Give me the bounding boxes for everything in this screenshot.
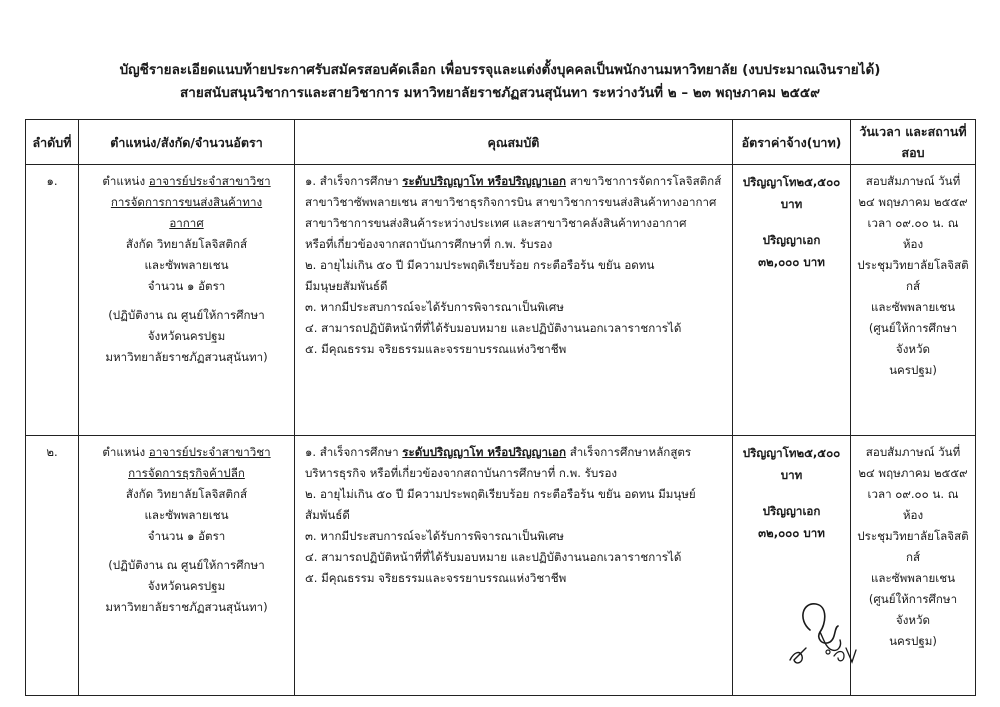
header-no: ลำดับที่: [26, 120, 79, 165]
rate-doctor: ๓๒,๐๐๐ บาท: [758, 255, 825, 269]
position-title: ตำแหน่ง อาจารย์ประจำสาขาวิชา: [102, 174, 271, 188]
qualification-item: ๓. หากมีประสบการณ์จะได้รับการพิจารณาเป็นพิเศษ: [305, 300, 564, 314]
table-header-row: [26, 120, 976, 165]
position-department-cont: และซัพพลายเชน: [144, 508, 229, 522]
qualification-cell: [295, 165, 733, 436]
exam-line: เวลา ๐๙.๐๐ น. ณ ห้อง: [867, 216, 959, 251]
qualification-item: ๑. สำเร็จการศึกษา ระดับปริญญาโท หรือปริญญาเอก สำเร็จการศึกษาหลักสูตร: [305, 445, 692, 459]
qualification-item: ๒. อายุไม่เกิน ๕๐ ปี มีความประพฤติเรียบร้อย กระตือรือร้น ขยัน อดทน: [305, 258, 655, 272]
exam-line: นครปฐม): [889, 634, 937, 648]
qualification-item: ๕. มีคุณธรรม จริยธรรมและจรรยาบรรณแห่งวิชาชีพ: [305, 571, 567, 585]
exam-line: นครปฐม): [889, 363, 937, 377]
handwritten-signature-icon: [780, 590, 870, 675]
exam-cell: [851, 165, 976, 436]
rate-doctor: ๓๒,๐๐๐ บาท: [758, 526, 825, 540]
exam-line: เวลา ๐๙.๐๐ น. ณ ห้อง: [867, 487, 959, 522]
qualification-item-cont: สาขาวิชาการขนส่งสินค้าระหว่างประเทศ และสาขาวิชาคลังสินค้าทางอากาศ: [305, 216, 687, 230]
position-cell: [79, 436, 295, 696]
rate-cell: [733, 165, 851, 436]
position-note-cont: มหาวิทยาลัยราชภัฏสวนสุนันทา): [105, 600, 268, 614]
rate-master: ปริญญาโท๒๕,๕๐๐: [742, 175, 841, 189]
row-number: ๑.: [26, 165, 79, 436]
rate-master-unit: บาท: [780, 468, 803, 482]
qualification-item: ๕. มีคุณธรรม จริยธรรมและจรรยาบรรณแห่งวิชาชีพ: [305, 342, 567, 356]
rate-doctor-label: ปริญญาเอก: [762, 233, 821, 247]
exam-line: สอบสัมภาษณ์ วันที่: [865, 174, 961, 188]
qualification-item-cont: มีมนุษยสัมพันธ์ดี: [305, 279, 388, 293]
qualification-item-cont: สาขาวิชาซัพพลายเชน สาขาวิชาธุรกิจการบิน สาขาวิชาการขนส่งสินค้าทางอากาศ: [305, 195, 717, 209]
position-note-cont: จังหวัดนครปฐม: [147, 579, 226, 593]
exam-line: และซัพพลายเชน: [870, 300, 956, 314]
qualification-item-cont: สัมพันธ์ดี: [305, 508, 350, 522]
position-department: สังกัด วิทยาลัยโลจิสติกส์: [125, 237, 248, 251]
position-note-cont: มหาวิทยาลัยราชภัฏสวนสุนันทา): [105, 350, 268, 364]
qualification-item: ๒. อายุไม่เกิน ๕๐ ปี มีความประพฤติเรียบร้อย กระตือรือร้น ขยัน อดทน มีมนุษย์: [305, 487, 696, 501]
position-count: จำนวน ๑ อัตรา: [147, 529, 226, 543]
position-cell: [79, 165, 295, 436]
qualification-item-cont: บริหารธุรกิจ หรือที่เกี่ยวข้องจากสถาบันการศึกษาที่ ก.พ. รับรอง: [305, 466, 618, 480]
rate-master: ปริญญาโท๒๕,๕๐๐: [742, 446, 841, 460]
position-title-cont: การจัดการการขนส่งสินค้าทาง: [110, 195, 263, 209]
exam-line: (ศูนย์ให้การศึกษาจังหวัด: [868, 321, 958, 356]
exam-line: ประชุมวิทยาลัยโลจิสติกส์: [857, 529, 969, 564]
position-count: จำนวน ๑ อัตรา: [147, 279, 226, 293]
header-position: ตำแหน่ง/สังกัด/จำนวนอัตรา: [79, 120, 295, 165]
row-number: ๒.: [26, 436, 79, 696]
exam-line: ๒๔ พฤษภาคม ๒๕๕๙: [858, 195, 968, 209]
position-note-cont: จังหวัดนครปฐม: [147, 329, 226, 343]
qualification-item: ๑. สำเร็จการศึกษา ระดับปริญญาโท หรือปริญญาเอก สาขาวิชาการจัดการโลจิสติกส์: [305, 174, 722, 188]
rate-doctor-label: ปริญญาเอก: [762, 504, 821, 518]
table-row: [26, 165, 976, 436]
qualification-cell: [295, 436, 733, 696]
exam-line: ๒๔ พฤษภาคม ๒๕๕๙: [858, 466, 968, 480]
header-rate: อัตราค่าจ้าง(บาท): [733, 120, 851, 165]
exam-line: สอบสัมภาษณ์ วันที่: [865, 445, 961, 459]
position-title-cont: การจัดการธุรกิจค้าปลีก: [128, 466, 245, 480]
header-qualification: คุณสมบัติ: [295, 120, 733, 165]
position-title: ตำแหน่ง อาจารย์ประจำสาขาวิชา: [102, 445, 271, 459]
exam-line: ประชุมวิทยาลัยโลจิสติกส์: [857, 258, 969, 293]
page-subtitle: สายสนับสนุนวิชาการและสายวิชาการ มหาวิทยาลัยราชภัฏสวนสุนันทา ระหว่างวันที่ ๒ – ๒๓ พฤษภาคม ๒๕๕๙: [180, 85, 820, 101]
position-department: สังกัด วิทยาลัยโลจิสติกส์: [125, 487, 248, 501]
position-title-cont: อากาศ: [169, 216, 204, 230]
qualification-item: ๔. สามารถปฏิบัติหน้าที่ที่ได้รับมอบหมาย และปฏิบัติงานนอกเวลาราชการได้: [305, 550, 682, 564]
position-note: (ปฏิบัติงาน ณ ศูนย์ให้การศึกษา: [108, 558, 265, 572]
qualification-item: ๔. สามารถปฏิบัติหน้าที่ที่ได้รับมอบหมาย และปฏิบัติงานนอกเวลาราชการได้: [305, 321, 682, 335]
qualification-item: ๓. หากมีประสบการณ์จะได้รับการพิจารณาเป็นพิเศษ: [305, 529, 564, 543]
qualification-item-cont: หรือที่เกี่ยวข้องจากสถาบันการศึกษาที่ ก.พ. รับรอง: [305, 237, 553, 251]
rate-master-unit: บาท: [780, 197, 803, 211]
position-note: (ปฏิบัติงาน ณ ศูนย์ให้การศึกษา: [108, 308, 265, 322]
position-department-cont: และซัพพลายเชน: [144, 258, 229, 272]
page-title: บัญชีรายละเอียดแนบท้ายประกาศรับสมัครสอบคัดเลือก เพื่อบรรจุและแต่งตั้งบุคคลเป็นพนักงานมหาวิทยาลัย (งบประมาณเงินรายได้): [119, 62, 881, 78]
exam-line: (ศูนย์ให้การศึกษาจังหวัด: [868, 592, 958, 627]
header-exam: วันเวลา และสถานที่สอบ: [851, 120, 976, 165]
exam-line: และซัพพลายเชน: [870, 571, 956, 585]
